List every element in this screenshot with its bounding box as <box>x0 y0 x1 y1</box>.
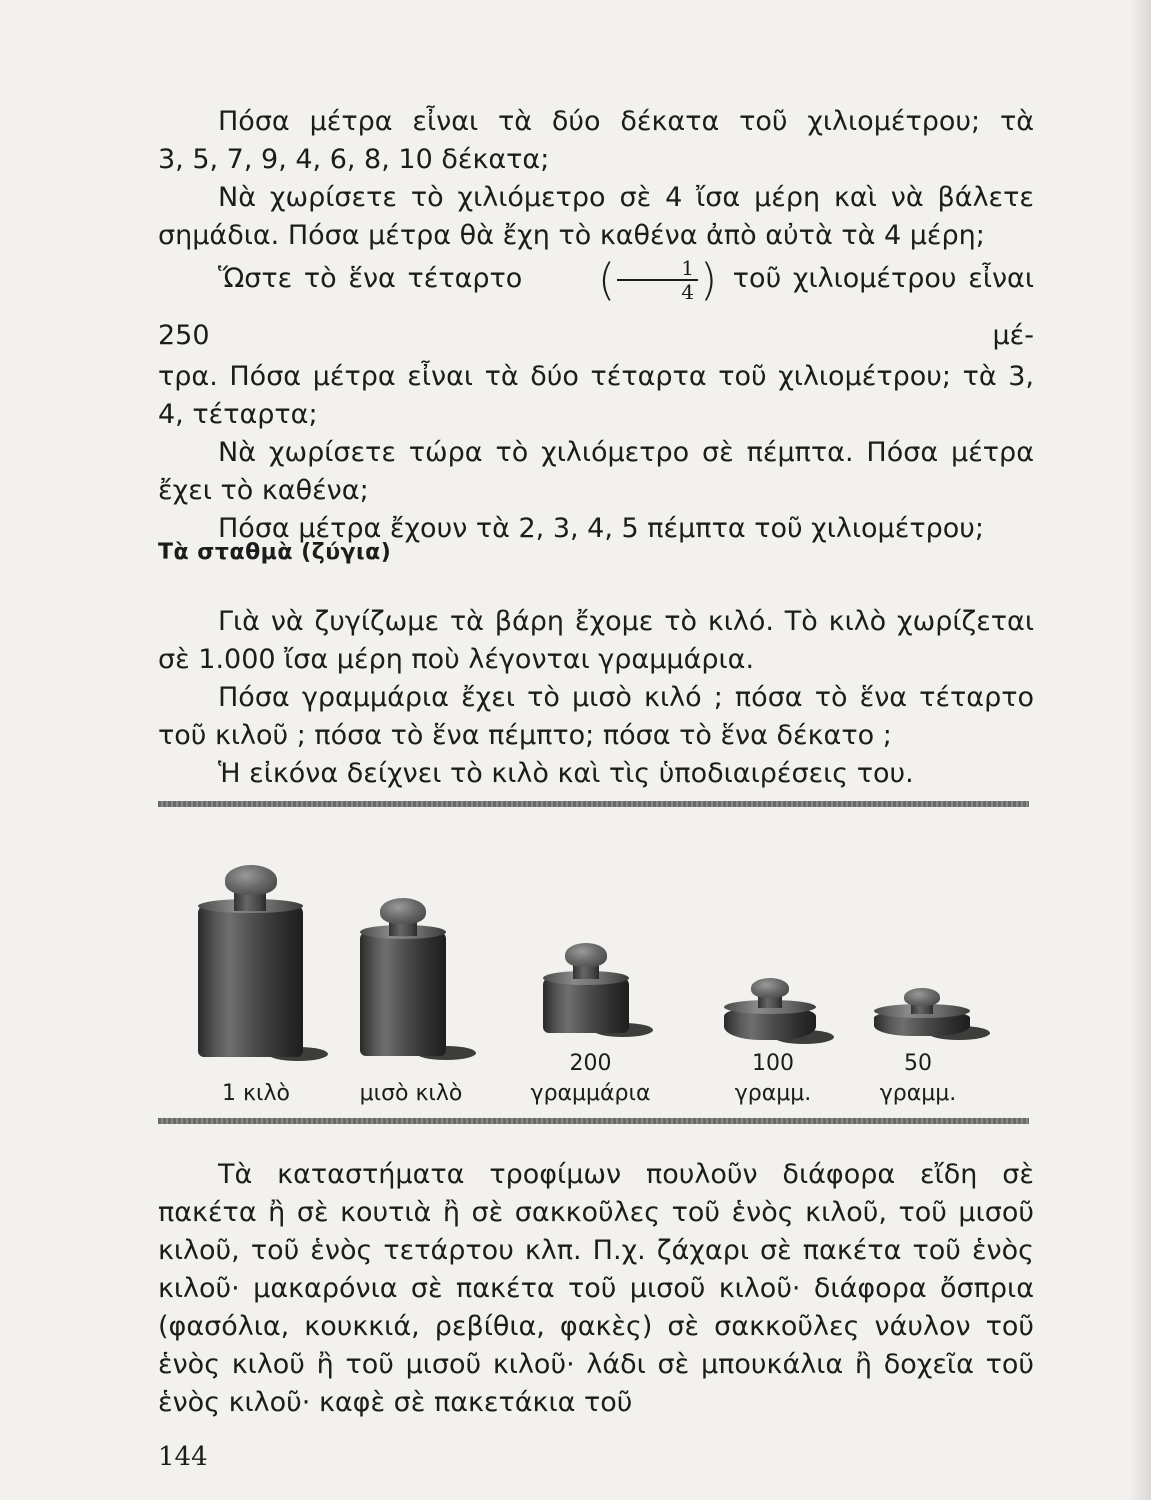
fraction-lead-text: Ὥστε τὸ ἕνα τέταρτο <box>218 263 523 294</box>
fraction-trail-text: τοῦ χιλιομέτρου εἶναι 250 μέ- <box>158 263 1034 351</box>
weight-label-unit: γραμμ. <box>734 1081 812 1106</box>
weight-knob <box>225 865 277 895</box>
section-heading: Τὰ σταθμὰ (ζύγια) <box>158 540 392 565</box>
paragraph: Νὰ χωρίσετε τὸ χιλιόμετρο σὲ 4 ἴσα μέρη καὶ νὰ βάλετε σημάδια. Πόσα μέτρα θὰ ἔχη τὸ καθένα ἀπὸ αὐτὰ τὰ 4 μέρη; <box>158 182 1034 251</box>
weight-label: 1 κιλὸ <box>222 1081 290 1106</box>
weight-body <box>198 905 303 1057</box>
weight-label-value: 50 <box>904 1051 932 1076</box>
page-number: 144 <box>158 1442 208 1472</box>
right-parenthesis: ) <box>699 254 718 305</box>
paragraph: Γιὰ νὰ ζυγίζωμε τὰ βάρη ἔχομε τὸ κιλό. Τὸ κιλὸ χωρίζεται σὲ 1.000 ἴσα μέρη ποὺ λέγονται γραμμάρια. <box>158 606 1034 675</box>
weight-knob <box>565 943 607 967</box>
fraction-one-quarter <box>538 252 717 308</box>
page-edge-shadow <box>1129 0 1151 1500</box>
weight-knob <box>380 898 426 924</box>
paragraph: Πόσα μέτρα ἔχουν τὰ 2, 3, 4, 5 πέμπτα τοῦ χιλιομέτρου; <box>218 512 984 544</box>
weight-50-grams <box>874 988 970 1036</box>
weight-knob <box>904 988 940 1006</box>
paragraph: Πόσα γραμμάρια ἔχει τὸ μισὸ κιλό ; πόσα τὸ ἕνα τέταρτο τοῦ κιλοῦ ; πόσα τὸ ἕνα πέμπτο; πόσα τὸ ἕνα δέκατο ; <box>158 682 1034 751</box>
weight-body <box>724 1006 816 1040</box>
text-block-kilometer-fractions <box>158 103 1034 548</box>
paragraph: Νὰ χωρίσετε τώρα τὸ χιλιόμετρο σὲ πέμπτα. Πόσα μέτρα ἔχει τὸ καθένα; <box>158 436 1034 506</box>
weight-body <box>360 931 446 1056</box>
weight-label-unit: γραμμάρια <box>530 1081 651 1106</box>
weight-body <box>543 977 629 1033</box>
weight-label-value: 200 <box>569 1051 612 1076</box>
paragraph: Τὰ καταστήματα τροφίμων πουλοῦν διάφορα εἴδη σὲ πακέτα ἢ σὲ κουτιὰ ἢ σὲ σακκοῦλες τοῦ ἑνὸς κιλοῦ, τοῦ μισοῦ κιλοῦ, τοῦ ἑνὸς τετάρτου κλπ. Π.χ. ζάχαρι σὲ πακέτα τοῦ ἑνὸς κιλοῦ· μακαρόνια σὲ πακέτα τοῦ μισοῦ κιλοῦ· διάφορα ὄσπρια (φασόλια, κουκκιά, ρεβίθια, φακὲς) σὲ σακκοῦλες νάυλον τοῦ ἑνὸς κιλοῦ ἢ τοῦ μισοῦ κιλοῦ· λάδι σὲ μπουκάλια ἢ δοχεῖα τοῦ ἑνὸς κιλοῦ· καφὲ σὲ πακετάκια τοῦ <box>158 1159 1034 1418</box>
weight-200-grams <box>543 943 629 1033</box>
fraction-numerator: 1 <box>617 257 698 281</box>
weights-figure <box>158 810 1029 1110</box>
text-block-food-stores <box>158 1156 1034 1422</box>
weight-label-unit: γραμμ. <box>879 1081 957 1106</box>
paragraph-with-fraction <box>158 251 1034 364</box>
weight-100-grams <box>724 978 816 1040</box>
weight-1-kilo <box>198 865 303 1057</box>
figure-bottom-rule <box>158 1118 1029 1124</box>
left-parenthesis: ( <box>598 254 616 305</box>
paragraph: Ἡ εἰκόνα δείχνει τὸ κιλὸ καὶ τὶς ὑποδιαιρέσεις του. <box>218 758 914 789</box>
figure-top-rule <box>158 801 1029 807</box>
text-block-weights <box>158 603 1034 793</box>
weight-knob <box>751 978 789 998</box>
weight-label-value: 100 <box>752 1051 794 1076</box>
paragraph-line: 3, 5, 7, 9, 4, 6, 8, 10 δέκατα; <box>158 144 550 175</box>
paragraph: τρα. Πόσα μέτρα εἶναι τὰ δύο τέταρτα τοῦ χιλιομέτρου; τὰ 3, 4, τέταρτα; <box>158 360 1034 430</box>
paragraph-line: Πόσα μέτρα εἶναι τὰ δύο δέκατα τοῦ χιλιομέτρου; τὰ <box>218 106 1034 137</box>
weight-half-kilo <box>360 898 446 1056</box>
weight-label: μισὸ κιλὸ <box>359 1081 463 1106</box>
fraction-denominator: 4 <box>681 280 694 304</box>
